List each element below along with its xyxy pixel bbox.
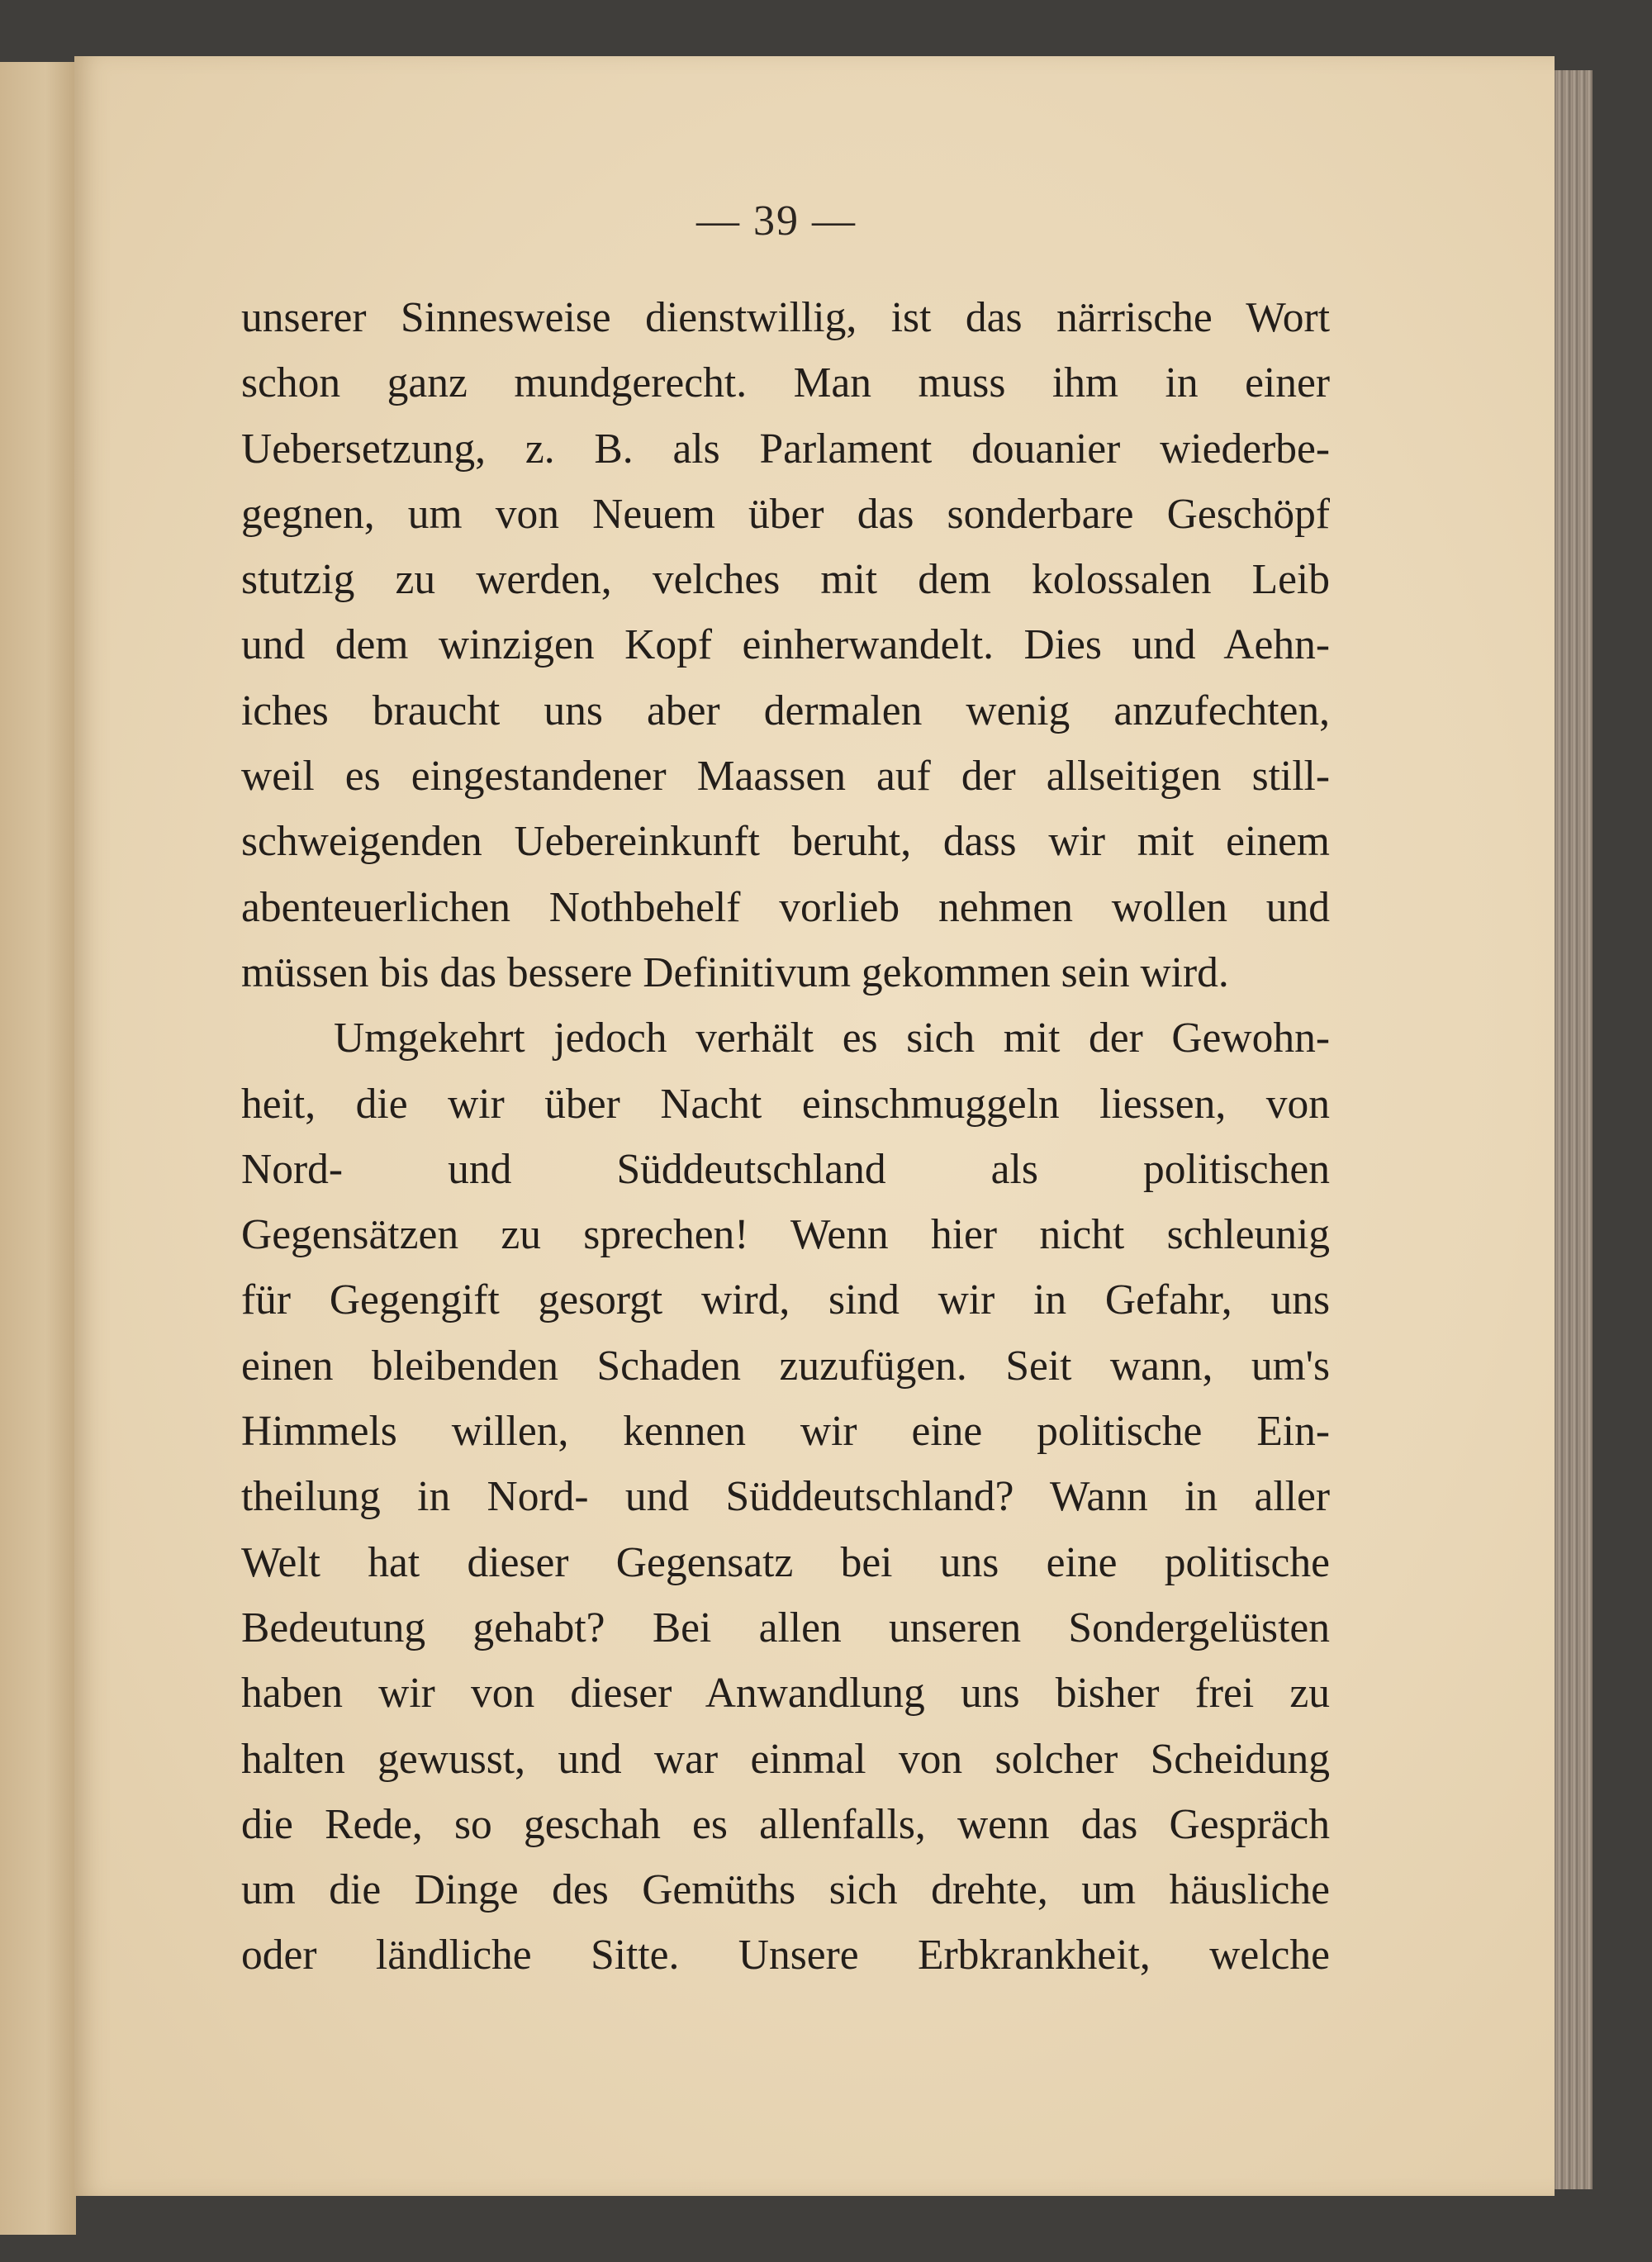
- page-number: — 39 —: [696, 197, 857, 245]
- page-stack-edges: [1550, 70, 1593, 2189]
- body-text: [241, 285, 1330, 1989]
- text-line: weil es eingestandener Maassen auf der allseitigen still-: [241, 753, 1330, 801]
- text-line: oder ländliche Sitte. Unsere Erbkrankheit, welche: [241, 1932, 1330, 1979]
- text-line: stutzig zu werden, velches mit dem kolossalen Leib: [241, 556, 1330, 604]
- text-line: abenteuerlichen Nothbehelf vorlieb nehmen wollen und: [241, 883, 1330, 931]
- text-line: um die Dinge des Gemüths sich drehte, um häusliche: [241, 1866, 1330, 1914]
- text-line: schweigenden Uebereinkunft beruht, dass wir mit einem: [241, 818, 1330, 866]
- text-line: Uebersetzung, z. B. als Parlament douanier wiederbe-: [241, 425, 1330, 473]
- text-line: theilung in Nord- und Süddeutschland? Wann in aller: [241, 1473, 1330, 1521]
- text-line: gegnen, um von Neuem über das sonderbare Geschöpf: [241, 490, 1330, 538]
- text-line: Himmels willen, kennen wir eine politische Ein-: [241, 1408, 1330, 1456]
- text-line: einen bleibenden Schaden zuzufügen. Seit wann, um's: [241, 1342, 1330, 1390]
- text-line: haben wir von dieser Anwandlung uns bisher frei zu: [241, 1670, 1330, 1718]
- paragraph-end-line: müssen bis das bessere Definitivum gekommen sein wird.: [241, 948, 1229, 996]
- text-line: und dem winzigen Kopf einherwandelt. Dies und Aehn-: [241, 621, 1330, 669]
- facing-page-edge: [0, 62, 76, 2235]
- text-line: Gegensätzen zu sprechen! Wenn hier nicht schleunig: [241, 1211, 1330, 1259]
- text-line: für Gegengift gesorgt wird, sind wir in Gefahr, uns: [241, 1276, 1330, 1324]
- text-line: unserer Sinnesweise dienstwillig, ist das närrische Wort: [241, 294, 1330, 341]
- text-line: die Rede, so geschah es allenfalls, wenn das Gespräch: [241, 1800, 1330, 1848]
- text-line: Welt hat dieser Gegensatz bei uns eine politische: [241, 1538, 1330, 1586]
- paragraph-start-line: Umgekehrt jedoch verhält es sich mit der Gewohn-: [334, 1015, 1330, 1062]
- text-line: halten gewusst, und war einmal von solcher Scheidung: [241, 1735, 1330, 1783]
- text-line: Bedeutung gehabt? Bei allen unseren Sondergelüsten: [241, 1604, 1330, 1651]
- text-line: Nord- und Süddeutschland als politischen: [241, 1145, 1330, 1193]
- text-line: heit, die wir über Nacht einschmuggeln liessen, von: [241, 1080, 1330, 1128]
- text-line: schon ganz mundgerecht. Man muss ihm in einer: [241, 359, 1330, 407]
- text-line: iches braucht uns aber dermalen wenig anzufechten,: [241, 687, 1330, 734]
